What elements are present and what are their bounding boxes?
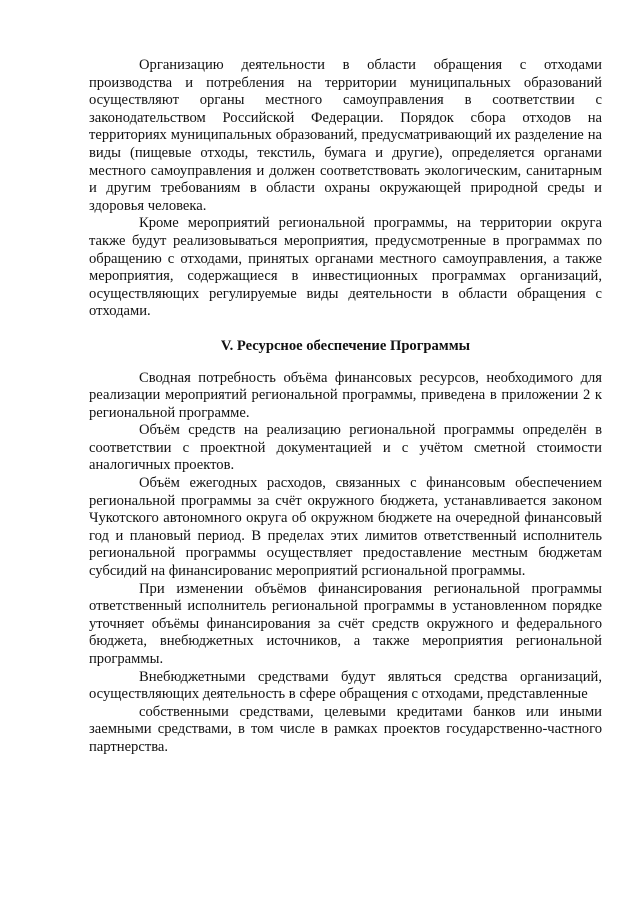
section-paragraph-1: Сводная потребность объёма финансовых ресурсов, необходимого для реализации мероприятий региональной программы, приведена в приложении 2 к региональной программе. bbox=[89, 369, 602, 421]
intro-paragraph-2: Кроме мероприятий региональной программы, на территории округа также будут реализовываться мероприятия, предусмотренные в программах по обращению с отходами, принятых органами местного самоуправления, а также мероприятия, содержащиеся в инвестиционных программах организаций, осуществляющих регулируемые виды деятельности в области обращения с отходами. bbox=[89, 215, 602, 320]
section-paragraph-3: Объём ежегодных расходов, связанных с финансовым обеспечением региональной программы за счёт окружного бюджета, устанавливается законом Чукотского автономного округа об окружном бюджете на очередной финансовый год и плановый период. В пределах этих лимитов ответственный исполнитель региональной программы осуществляет предоставление местным бюджетам субсидий на финансированис мероприятий рсгиональной программы. bbox=[89, 475, 602, 580]
intro-paragraph-1: Организацию деятельности в области обращения с отходами производства и потребления на территории муниципальных образований осуществляют органы местного самоуправления в соответствии с законодательством Российской Федерации. Порядок сбора отходов на территориях муниципальных образований, предусматривающий их разделение на виды (пищевые отходы, текстиль, бумага и другие), определяется органами местного самоуправления и должен соответствовать экологическим, санитарным и другим требованиям в области охраны окружающей природной среды и здоровья человека. bbox=[89, 57, 602, 214]
document-body bbox=[89, 57, 602, 757]
section-paragraph-4: При изменении объёмов финансирования региональной программы ответственный исполнитель региональной программы в установленном порядке уточняет объёмы финансирования за счёт средств окружного и федерального бюджета, внебюджетных источников, а также мероприятия региональной программы. bbox=[89, 580, 602, 667]
section-paragraph-2: Объём средств на реализацию региональной программы определён в соответствии с проектной документацией и с учётом сметной стоимости аналогичных проектов. bbox=[89, 422, 602, 474]
section-heading: V. Ресурсное обеспечение Программы bbox=[220, 337, 471, 354]
section-paragraph-5: Внебюджетными средствами будут являться средства организаций, осуществляющих деятельность в сфере обращения с отходами, представленные bbox=[89, 668, 602, 703]
continuation-paragraph: собственными средствами, целевыми кредитами банков или иными заемными средствами, в том числе в рамках проектов государственно-частного партнерства. bbox=[89, 703, 602, 755]
